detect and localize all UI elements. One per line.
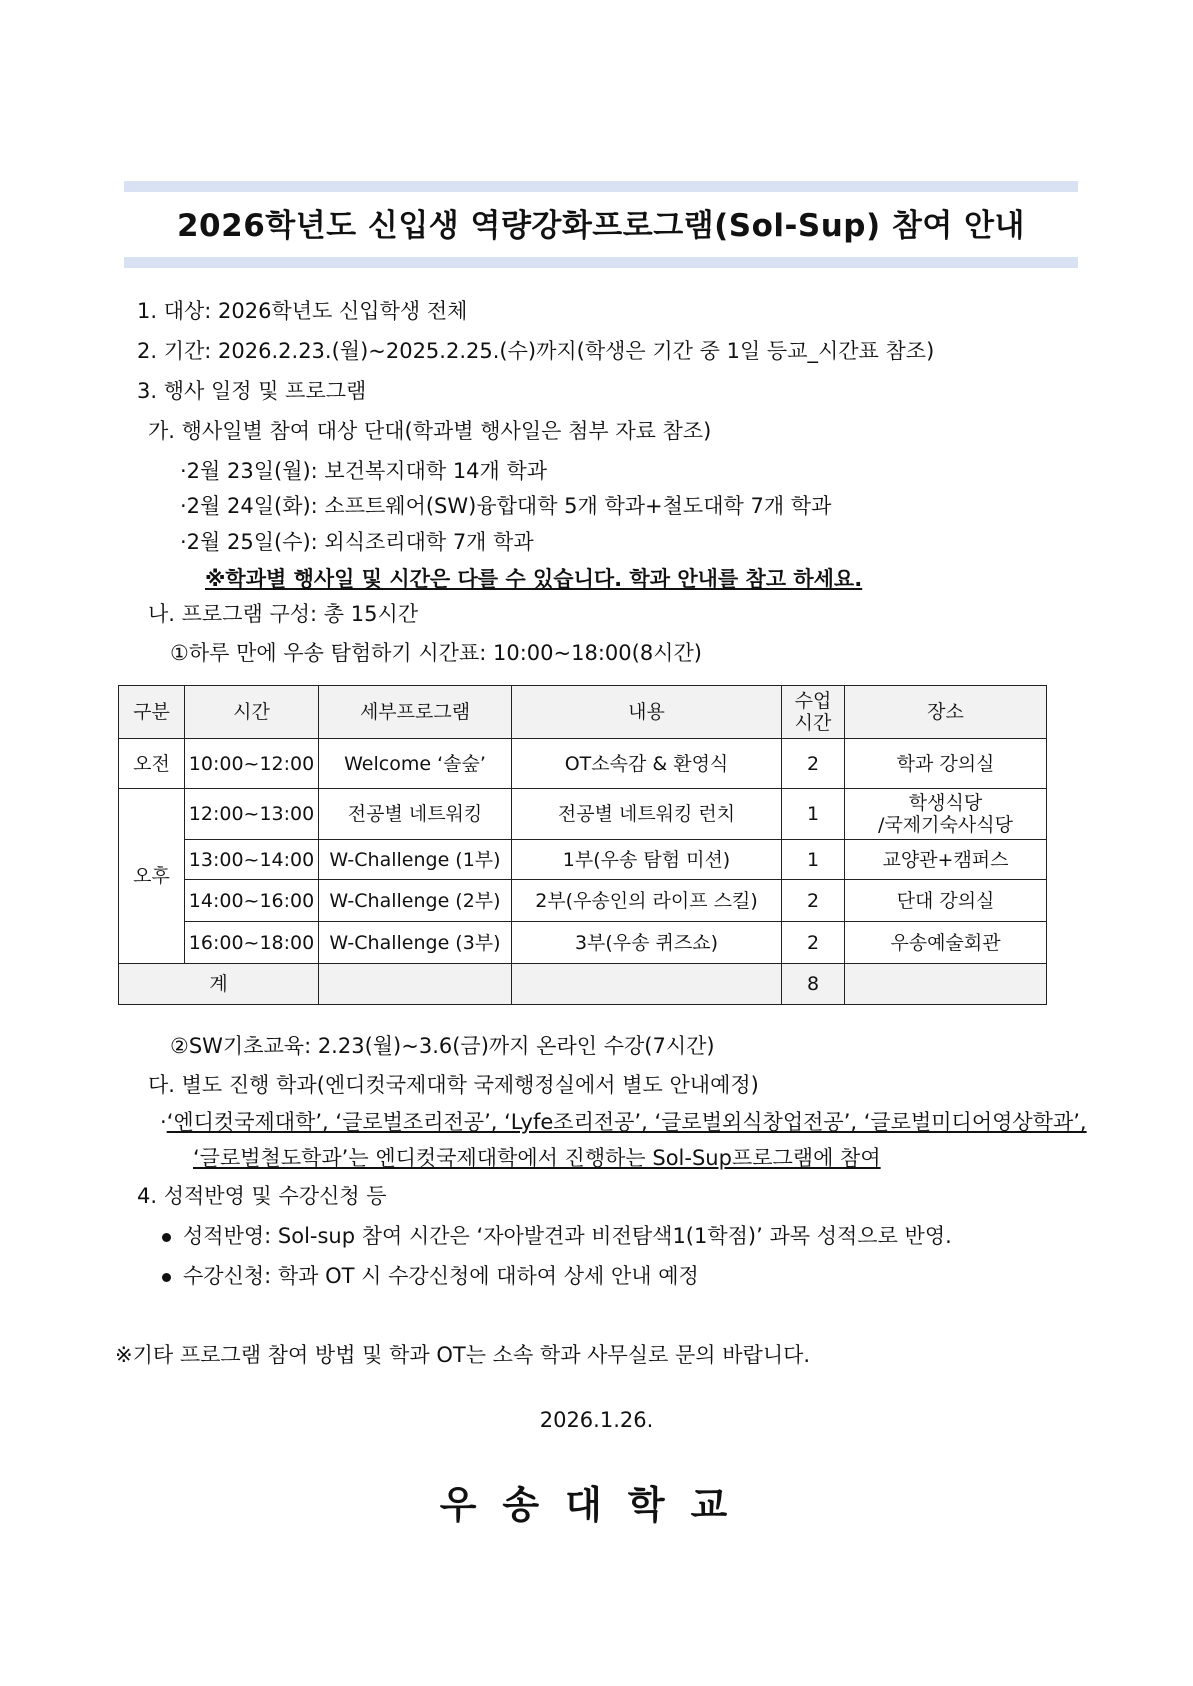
header-division: 구분 (119, 686, 185, 739)
cell-place: 우송예술회관 (845, 922, 1047, 964)
item-schedule-heading: 3. 행사 일정 및 프로그램 (137, 379, 367, 403)
table-row (119, 840, 1047, 880)
timetable-caption: ①하루 만에 우송 탐험하기 시간표: 10:00~18:00(8시간) (170, 641, 702, 665)
header-program: 세부프로그램 (319, 686, 512, 739)
item-target: 1. 대상: 2026학년도 신입학생 전체 (137, 299, 468, 323)
title-band-top (124, 181, 1078, 192)
cell-time: 16:00~18:00 (185, 922, 319, 964)
total-hours: 8 (782, 964, 845, 1005)
total-empty-content (512, 964, 782, 1005)
day-item-feb23: ·2월 23일(월): 보건복지대학 14개 학과 (180, 459, 548, 483)
header-content: 내용 (512, 686, 782, 739)
cell-hours: 1 (782, 840, 845, 880)
cell-time: 14:00~16:00 (185, 880, 319, 922)
document-title: 2026학년도 신입생 역량강화프로그램(Sol-Sup) 참여 안내 (176, 208, 1025, 244)
schedule-table (118, 685, 1047, 1005)
cell-content: 1부(우송 탐험 미션) (512, 840, 782, 880)
document-date: 2026.1.26. (539, 1408, 654, 1432)
cell-place-line2: /국제기숙사식당 (878, 814, 1013, 836)
cell-content: OT소속감 & 환영식 (512, 739, 782, 789)
item-period: 2. 기간: 2026.2.23.(월)~2025.2.25.(수)까지(학생은 기간 중 1일 등교_시간표 참조) (137, 339, 935, 363)
total-label: 계 (119, 964, 319, 1005)
cell-hours: 1 (782, 789, 845, 840)
header-hours-line2: 시간 (794, 712, 832, 734)
da-line1 (160, 1109, 1087, 1135)
university-name: 우송대학교 (439, 1483, 754, 1527)
total-empty-program (319, 964, 512, 1005)
cell-content: 전공별 네트워킹 런치 (512, 789, 782, 840)
division-afternoon: 오후 (119, 789, 185, 964)
cell-program: Welcome ‘솔숲’ (319, 739, 512, 789)
bullet-item (162, 1223, 952, 1249)
section-na: 나. 프로그램 구성: 총 15시간 (148, 602, 419, 626)
header-hours (782, 686, 845, 739)
sw-education-line: ②SW기초교육: 2.23(월)~3.6(금)까지 온라인 수강(7시간) (170, 1034, 715, 1058)
cell-time: 12:00~13:00 (185, 789, 319, 840)
cell-place: 교양관+캠퍼스 (845, 840, 1047, 880)
title-band-bottom (124, 257, 1078, 268)
table-total-row (119, 964, 1047, 1005)
bullet-item (162, 1263, 699, 1289)
da-line2: ‘글로벌철도학과’는 엔디컷국제대학에서 진행하는 Sol-Sup프로그램에 참여 (193, 1146, 881, 1170)
bullet-dot-icon (162, 1233, 171, 1242)
bullet-text: 성적반영: Sol-sup 참여 시간은 ‘자아발견과 비전탐색1(1학점)’ 과목 성적으로 반영. (183, 1224, 952, 1248)
table-row (119, 922, 1047, 964)
day-item-feb24: ·2월 24일(화): 소프트웨어(SW)융합대학 5개 학과+철도대학 7개 학과 (180, 494, 832, 518)
cell-program: 전공별 네트워킹 (319, 789, 512, 840)
cell-place-line1: 학생식당 (908, 792, 983, 814)
notice-text: ※학과별 행사일 및 시간은 다를 수 있습니다. 학과 안내를 참고 하세요. (205, 567, 863, 591)
cell-hours: 2 (782, 922, 845, 964)
header-hours-line1: 수업 (794, 690, 832, 712)
section-ga: 가. 행사일별 참여 대상 단대(학과별 행사일은 첨부 자료 참조) (148, 419, 712, 443)
day-item-feb25: ·2월 25일(수): 외식조리대학 7개 학과 (180, 530, 534, 554)
header-time: 시간 (185, 686, 319, 739)
cell-time: 13:00~14:00 (185, 840, 319, 880)
cell-place: 단대 강의실 (845, 880, 1047, 922)
table-row (119, 789, 1047, 840)
total-empty-place (845, 964, 1047, 1005)
da-line1-text: ‘엔디컷국제대학’, ‘글로벌조리전공’, ‘Lyfe조리전공’, ‘글로벌외식창업전공’, ‘글로벌미디어영상학과’, (166, 1110, 1087, 1134)
cell-content: 3부(우송 퀴즈쇼) (512, 922, 782, 964)
cell-time: 10:00~12:00 (185, 739, 319, 789)
da-prefix: · (160, 1110, 167, 1134)
cell-place (845, 789, 1047, 840)
section-da: 다. 별도 진행 학과(엔디컷국제대학 국제행정실에서 별도 안내예정) (148, 1073, 759, 1097)
table-header-row (119, 686, 1047, 739)
cell-content: 2부(우송인의 라이프 스킬) (512, 880, 782, 922)
cell-program: W-Challenge (1부) (319, 840, 512, 880)
table-row (119, 880, 1047, 922)
cell-program: W-Challenge (3부) (319, 922, 512, 964)
bullet-text: 수강신청: 학과 OT 시 수강신청에 대하여 상세 안내 예정 (183, 1264, 699, 1288)
cell-program: W-Challenge (2부) (319, 880, 512, 922)
cell-hours: 2 (782, 880, 845, 922)
cell-hours: 2 (782, 739, 845, 789)
bullet-dot-icon (162, 1273, 171, 1282)
footer-note: ※기타 프로그램 참여 방법 및 학과 OT는 소속 학과 사무실로 문의 바랍니다. (115, 1343, 811, 1367)
cell-place: 학과 강의실 (845, 739, 1047, 789)
division-morning: 오전 (119, 739, 185, 789)
table-row (119, 739, 1047, 789)
item-grades-heading: 4. 성적반영 및 수강신청 등 (137, 1184, 387, 1208)
header-place: 장소 (845, 686, 1047, 739)
